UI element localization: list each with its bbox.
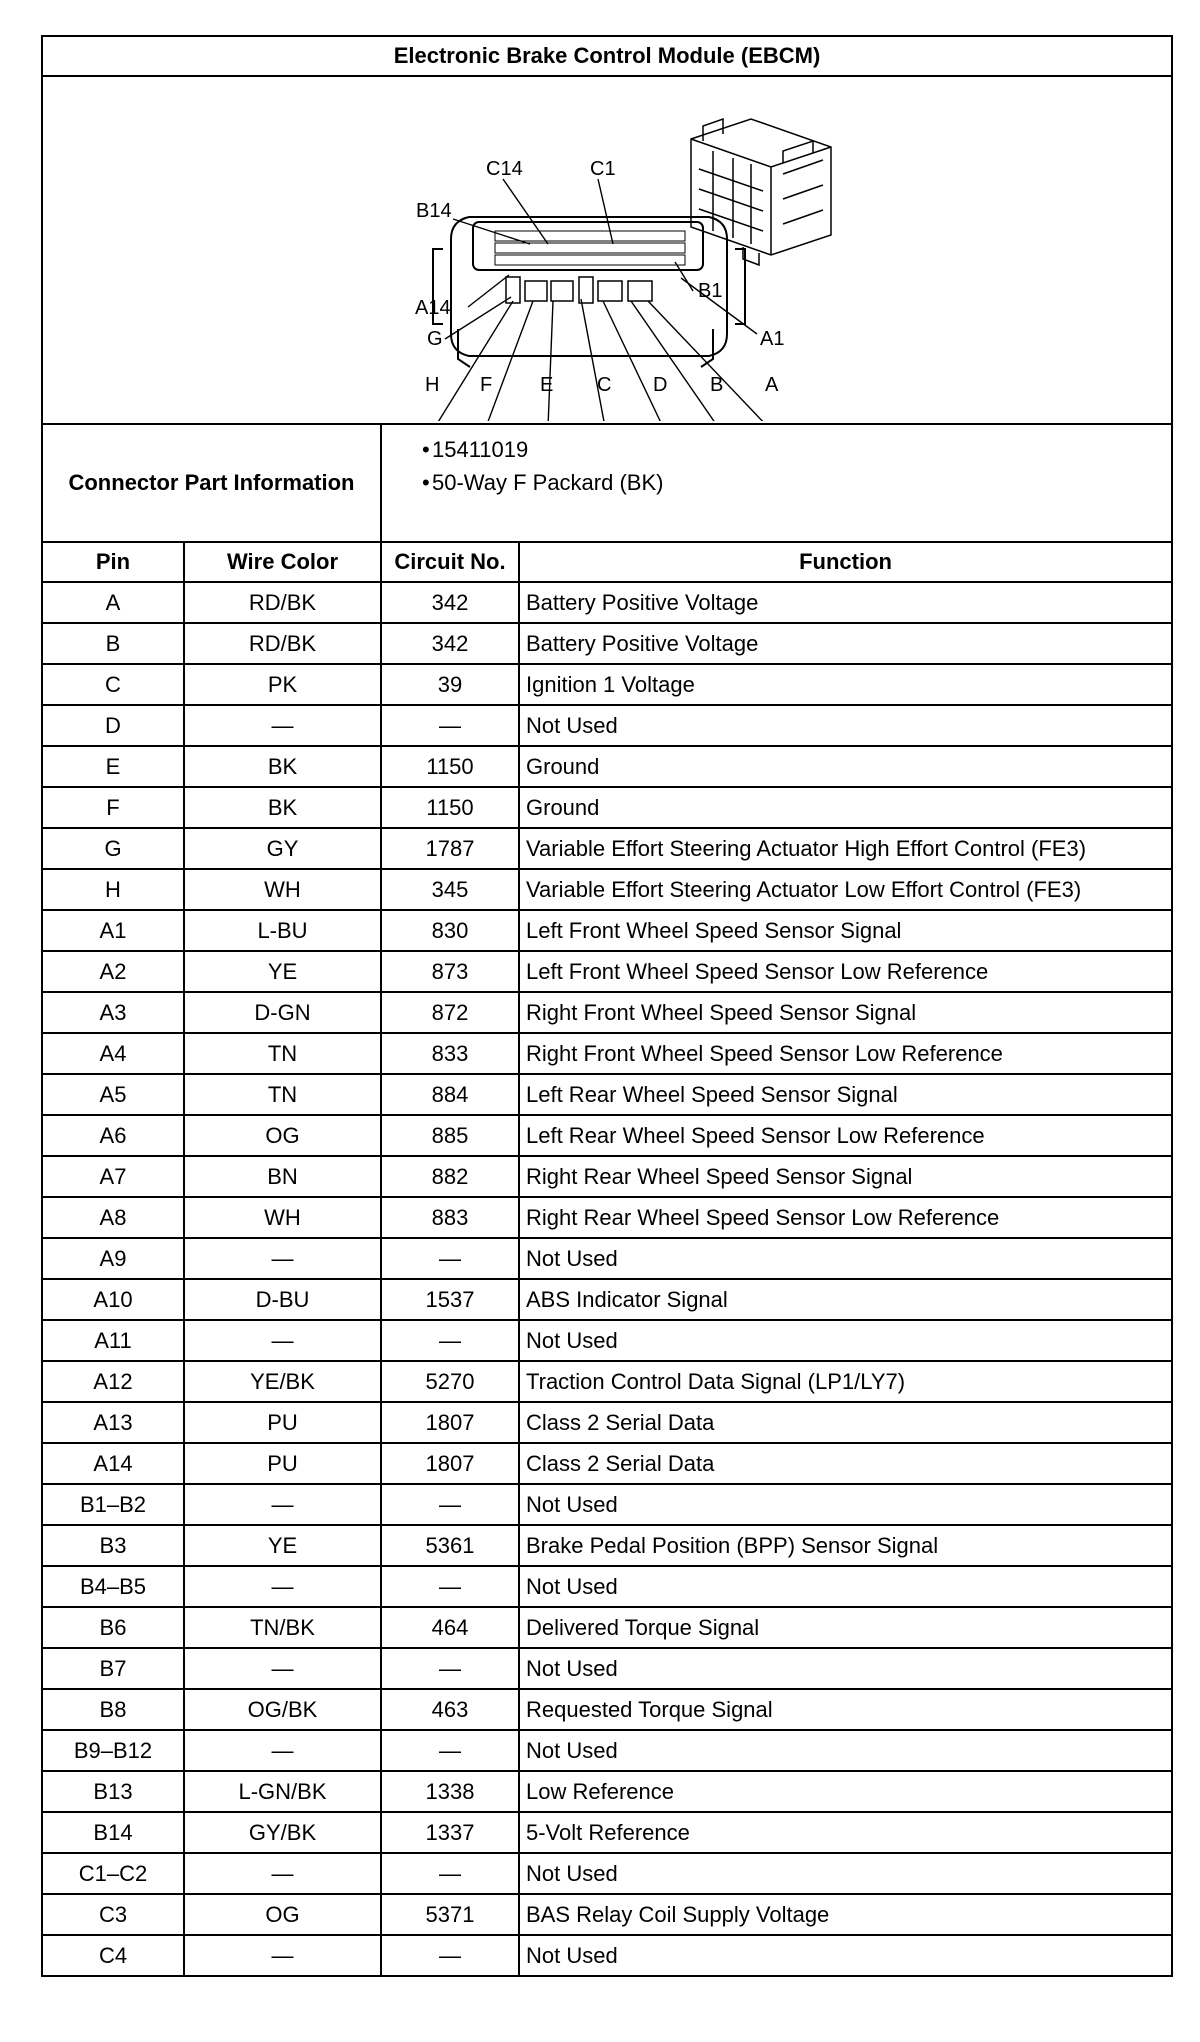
pin-cell: B8 [42,1689,184,1730]
table-row [42,1033,1172,1074]
pin-cell: A14 [42,1443,184,1484]
label-g: G [427,328,443,350]
label-c14: C14 [486,158,523,180]
label-f: F [480,374,493,396]
wire-color-cell: RD/BK [184,623,381,664]
connector-info-label: Connector Part Information [42,424,381,542]
wire-color-cell: — [184,1320,381,1361]
pin-cell: C1–C2 [42,1853,184,1894]
table-row [42,664,1172,705]
table-row [42,910,1172,951]
function-cell: Traction Control Data Signal (LP1/LY7) [519,1361,1172,1402]
table-row [42,1648,1172,1689]
circuit-cell: — [381,705,519,746]
circuit-cell: 1807 [381,1402,519,1443]
pin-cell: D [42,705,184,746]
pin-cell: E [42,746,184,787]
wire-color-cell: L-BU [184,910,381,951]
pin-cell: G [42,828,184,869]
pin-cell: A2 [42,951,184,992]
circuit-cell: 873 [381,951,519,992]
table-row [42,1279,1172,1320]
pin-cell: B1–B2 [42,1484,184,1525]
column-header-wire-color: Wire Color [184,542,381,582]
table-row [42,787,1172,828]
table-row [42,1074,1172,1115]
pin-cell: A13 [42,1402,184,1443]
function-cell: 5-Volt Reference [519,1812,1172,1853]
function-cell: ABS Indicator Signal [519,1279,1172,1320]
table-row [42,746,1172,787]
table-row [42,1197,1172,1238]
function-cell: Brake Pedal Position (BPP) Sensor Signal [519,1525,1172,1566]
pin-cell: A12 [42,1361,184,1402]
function-cell: Left Rear Wheel Speed Sensor Signal [519,1074,1172,1115]
connector-info-list [381,424,1172,542]
column-header-circuit: Circuit No. [381,542,519,582]
table-row [42,582,1172,623]
function-cell: Ground [519,746,1172,787]
table-row [42,623,1172,664]
circuit-cell: 1337 [381,1812,519,1853]
function-cell: Class 2 Serial Data [519,1443,1172,1484]
circuit-cell: 872 [381,992,519,1033]
table-row [42,1566,1172,1607]
circuit-cell: 5371 [381,1894,519,1935]
function-cell: Battery Positive Voltage [519,623,1172,664]
circuit-cell: 1537 [381,1279,519,1320]
wire-color-cell: GY/BK [184,1812,381,1853]
wire-color-cell: — [184,1238,381,1279]
table-row [42,828,1172,869]
wire-color-cell: RD/BK [184,582,381,623]
label-b14: B14 [416,200,452,222]
function-cell: BAS Relay Coil Supply Voltage [519,1894,1172,1935]
wire-color-cell: — [184,1648,381,1689]
pin-cell: A8 [42,1197,184,1238]
pin-cell: A5 [42,1074,184,1115]
circuit-cell: 1807 [381,1443,519,1484]
label-c1: C1 [590,158,616,180]
connector-isometric-icon [691,119,831,265]
pin-cell: C4 [42,1935,184,1976]
pin-cell: B14 [42,1812,184,1853]
table-row [42,1771,1172,1812]
wire-color-cell: — [184,705,381,746]
circuit-cell: — [381,1238,519,1279]
table-row [42,869,1172,910]
pin-cell: A6 [42,1115,184,1156]
wire-color-cell: D-BU [184,1279,381,1320]
wire-color-cell: — [184,1566,381,1607]
label-a: A [765,374,779,396]
function-cell: Requested Torque Signal [519,1689,1172,1730]
function-cell: Class 2 Serial Data [519,1402,1172,1443]
table-row [42,1320,1172,1361]
pin-cell: B13 [42,1771,184,1812]
wire-color-cell: YE [184,1525,381,1566]
function-cell: Right Rear Wheel Speed Sensor Signal [519,1156,1172,1197]
table-row [42,1812,1172,1853]
wire-color-cell: TN [184,1074,381,1115]
pinout-document [41,35,1171,1977]
wire-color-cell: TN/BK [184,1607,381,1648]
pin-cell: C3 [42,1894,184,1935]
function-cell: Not Used [519,1935,1172,1976]
wire-color-cell: D-GN [184,992,381,1033]
function-cell: Ignition 1 Voltage [519,664,1172,705]
pin-rows [495,231,685,265]
table-row [42,1894,1172,1935]
circuit-cell: — [381,1853,519,1894]
pin-cell: A10 [42,1279,184,1320]
pin-cell: C [42,664,184,705]
table-row [42,951,1172,992]
function-cell: Variable Effort Steering Actuator High Effort Control (FE3) [519,828,1172,869]
function-cell: Not Used [519,1730,1172,1771]
module-title: Electronic Brake Control Module (EBCM) [42,36,1172,76]
pin-cell: B4–B5 [42,1566,184,1607]
wire-color-cell: — [184,1853,381,1894]
function-cell: Delivered Torque Signal [519,1607,1172,1648]
wire-color-cell: BK [184,746,381,787]
circuit-cell: 830 [381,910,519,951]
wire-color-cell: PU [184,1443,381,1484]
pin-cell: A9 [42,1238,184,1279]
function-cell: Left Rear Wheel Speed Sensor Low Reference [519,1115,1172,1156]
pin-cell: B [42,623,184,664]
wire-color-cell: OG [184,1894,381,1935]
pin-cell: A1 [42,910,184,951]
circuit-cell: 342 [381,623,519,664]
pin-cell: B9–B12 [42,1730,184,1771]
pin-cell: A11 [42,1320,184,1361]
column-header-row [42,542,1172,582]
function-cell: Right Rear Wheel Speed Sensor Low Reference [519,1197,1172,1238]
wire-color-cell: — [184,1484,381,1525]
pin-cell: F [42,787,184,828]
pin-cell: H [42,869,184,910]
table-row [42,1853,1172,1894]
circuit-cell: 882 [381,1156,519,1197]
power-terminals [506,277,652,303]
function-cell: Variable Effort Steering Actuator Low Effort Control (FE3) [519,869,1172,910]
table-row [42,1935,1172,1976]
label-b1: B1 [698,280,723,302]
function-cell: Not Used [519,1566,1172,1607]
table-row [42,1443,1172,1484]
connector-face-illustration [43,79,1169,421]
function-cell: Not Used [519,705,1172,746]
table-row [42,705,1172,746]
label-e: E [540,374,554,396]
connector-description: • 50-Way F Packard (BK) [432,466,1171,499]
function-cell: Right Front Wheel Speed Sensor Low Reference [519,1033,1172,1074]
table-row [42,1689,1172,1730]
column-header-pin: Pin [42,542,184,582]
circuit-cell: — [381,1320,519,1361]
circuit-cell: 39 [381,664,519,705]
circuit-cell: — [381,1484,519,1525]
wire-color-cell: — [184,1935,381,1976]
circuit-cell: 1150 [381,787,519,828]
circuit-cell: 342 [381,582,519,623]
function-cell: Not Used [519,1484,1172,1525]
wire-color-cell: — [184,1730,381,1771]
circuit-cell: 1787 [381,828,519,869]
table-row [42,1402,1172,1443]
pin-cell: B6 [42,1607,184,1648]
wire-color-cell: BN [184,1156,381,1197]
table-row [42,1156,1172,1197]
pin-cell: B3 [42,1525,184,1566]
wire-color-cell: WH [184,869,381,910]
label-h: H [425,374,440,396]
circuit-cell: 5270 [381,1361,519,1402]
function-cell: Battery Positive Voltage [519,582,1172,623]
pin-cell: A3 [42,992,184,1033]
pin-cell: A4 [42,1033,184,1074]
pinout-table [41,35,1173,1977]
column-header-function: Function [519,542,1172,582]
connector-part-number: • 15411019 [432,433,1171,466]
function-cell: Not Used [519,1238,1172,1279]
label-c: C [597,374,612,396]
wire-color-cell: OG [184,1115,381,1156]
wire-color-cell: YE/BK [184,1361,381,1402]
circuit-cell: — [381,1648,519,1689]
circuit-cell: 1338 [381,1771,519,1812]
wire-color-cell: OG/BK [184,1689,381,1730]
wire-color-cell: L-GN/BK [184,1771,381,1812]
circuit-cell: — [381,1730,519,1771]
wire-color-cell: GY [184,828,381,869]
circuit-cell: 883 [381,1197,519,1238]
circuit-cell: 885 [381,1115,519,1156]
table-row [42,1607,1172,1648]
function-cell: Not Used [519,1648,1172,1689]
function-cell: Low Reference [519,1771,1172,1812]
wire-color-cell: YE [184,951,381,992]
function-cell: Not Used [519,1853,1172,1894]
wire-color-cell: BK [184,787,381,828]
circuit-cell: 464 [381,1607,519,1648]
label-a14: A14 [415,297,451,319]
circuit-cell: 833 [381,1033,519,1074]
circuit-cell: — [381,1566,519,1607]
function-cell: Not Used [519,1320,1172,1361]
table-row [42,992,1172,1033]
table-row [42,1361,1172,1402]
circuit-cell: 5361 [381,1525,519,1566]
table-row [42,1115,1172,1156]
label-a1: A1 [760,328,785,350]
circuit-cell: 463 [381,1689,519,1730]
circuit-cell: 345 [381,869,519,910]
circuit-cell: — [381,1935,519,1976]
label-d: D [653,374,668,396]
pin-cell: B7 [42,1648,184,1689]
function-cell: Ground [519,787,1172,828]
wire-color-cell: WH [184,1197,381,1238]
wire-color-cell: PK [184,664,381,705]
table-row [42,1238,1172,1279]
function-cell: Left Front Wheel Speed Sensor Low Reference [519,951,1172,992]
function-cell: Right Front Wheel Speed Sensor Signal [519,992,1172,1033]
table-row [42,1525,1172,1566]
table-row [42,1484,1172,1525]
circuit-cell: 884 [381,1074,519,1115]
pin-cell: A7 [42,1156,184,1197]
connector-diagram [42,76,1172,424]
label-b: B [710,374,724,396]
wire-color-cell: TN [184,1033,381,1074]
pin-cell: A [42,582,184,623]
wire-color-cell: PU [184,1402,381,1443]
function-cell: Left Front Wheel Speed Sensor Signal [519,910,1172,951]
table-row [42,1730,1172,1771]
circuit-cell: 1150 [381,746,519,787]
